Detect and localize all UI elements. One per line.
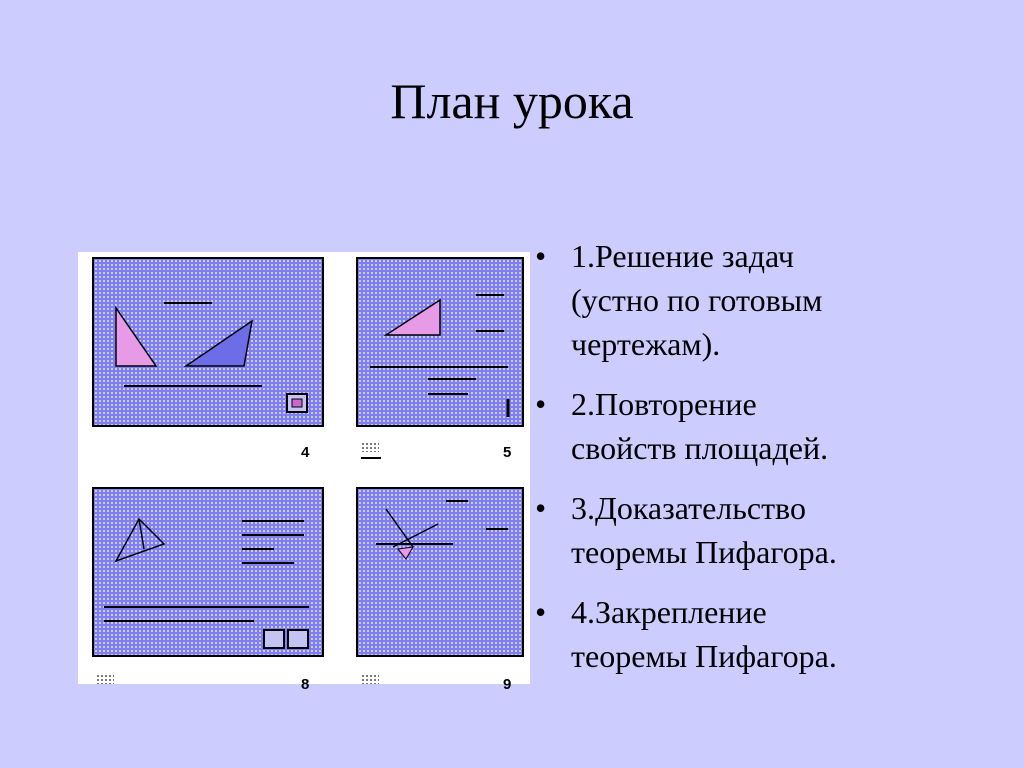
slide-indicator-8 [96, 674, 114, 684]
list-item [535, 486, 1005, 574]
thumbnail-number-4: 4 [301, 444, 310, 461]
bullet-icon: • [535, 490, 547, 526]
thumbnail-number-5: 5 [503, 444, 512, 461]
thumbnail-slide-4 [92, 257, 324, 427]
thumbnail-8-drawing [94, 489, 322, 655]
thumbnail-slide-9 [356, 487, 524, 657]
thumbnail-9-drawing [358, 489, 522, 655]
bullet-icon: • [535, 386, 547, 422]
list-item-text: 2.Повторение свойств площадей. [571, 386, 829, 466]
list-item [535, 382, 1005, 470]
slide-indicator-9 [361, 674, 379, 684]
thumbnail-slide-8 [92, 487, 324, 657]
bullet-icon: • [535, 594, 547, 630]
list-item-text: 3.Доказательство теоремы Пифагора. [571, 490, 837, 570]
thumbnail-number-9: 9 [503, 676, 512, 693]
thumbnail-slide-5 [356, 257, 524, 427]
slide-title: План урока [390, 73, 634, 129]
list-item-text: 1.Решение задач (устно по готовым чертежам). [571, 238, 823, 362]
slide-indicator-5 [361, 442, 379, 452]
slide-thumbnails-picture [78, 252, 530, 693]
list-item [535, 234, 1005, 366]
lesson-plan-list [535, 234, 1005, 694]
slide-underline-5 [361, 457, 381, 459]
thumbnail-4-drawing [94, 259, 322, 425]
bullet-icon: • [535, 238, 547, 274]
list-item-text: 4.Закрепление теоремы Пифагора. [571, 594, 837, 674]
list-item [535, 590, 1005, 678]
thumbnail-5-drawing [358, 259, 522, 425]
thumbnail-number-8: 8 [301, 676, 310, 693]
